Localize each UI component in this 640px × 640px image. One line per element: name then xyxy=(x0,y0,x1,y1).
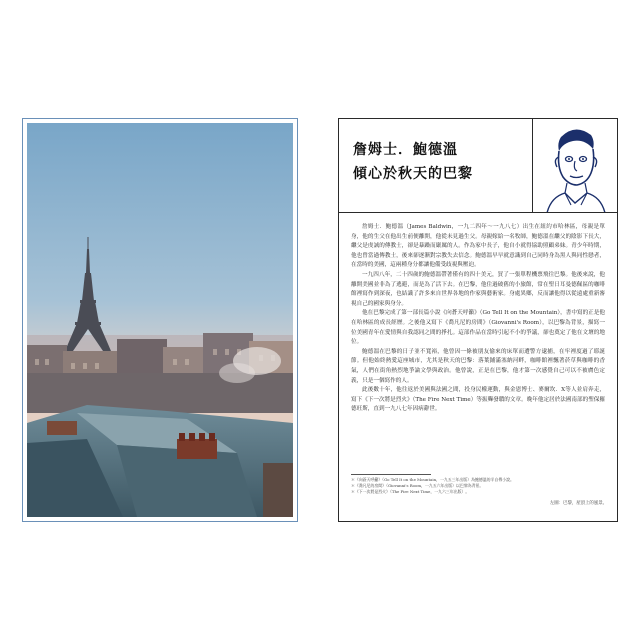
title-line-1: 詹姆士．鮑德溫 xyxy=(353,142,458,158)
footnote-divider xyxy=(351,474,431,475)
footnotes xyxy=(351,477,515,496)
footnote: ＊《向蒼天呼籲》（Go Tell It on the Mountain，一九五三年出版）為鮑德溫的半自傳小說。 xyxy=(351,477,514,482)
body-paragraph: 此後數十年，他往返於美國與法國之間，投身民權運動，與金恩博士、麥爾坎．X等人並肩奔走，寫下《下一次將是烈火》（The Fire Next Time）等振聾發聵的文章。晚年他定居於法國南部的聖保羅德旺斯，直到一九八七年因病辭世。 xyxy=(351,387,605,413)
portrait-box xyxy=(533,119,617,213)
title-line-2: 傾心於秋天的巴黎 xyxy=(353,166,473,182)
text-page xyxy=(338,118,618,522)
photo-frame xyxy=(22,118,298,522)
body-text xyxy=(351,223,605,415)
body-paragraph: 一九四八年，二十四歲的鮑德溫帶著僅有的四十美元，買了一張單程機票飛往巴黎。他後來說，他離開美國並非為了逃避，而是為了活下去。在巴黎，他住過破舊的小旅館，常在聖日耳曼德佩區的咖啡館裡寫作到深夜，也結識了許多來自世界各地的作家與藝術家。身處異鄉，反而讓他得以從遠處重新審視自己的國家與身分。 xyxy=(351,271,605,307)
body-paragraph: 鮑德溫在巴黎的日子並不寬裕，他曾因一條被朋友偷來的床單而遭警方逮捕，在牢裡度過了耶誕節。但他始終熱愛這座城市，尤其是秋天的巴黎：落葉鋪滿塞納河畔，咖啡館裡飄著菸草與咖啡的香氣，人們在街角熱烈地爭論文學與政治。他曾說，正是在巴黎，他才第一次感覺自己可以不被膚色定義，只是一個寫作的人。 xyxy=(351,348,605,384)
title-box xyxy=(339,119,533,213)
body-paragraph: 他在巴黎完成了第一部長篇小說《向蒼天呼籲》（Go Tell It on the Mountain），書中寫的正是他在哈林區的成長經歷。之後他又寫下《喬凡尼的房間》（Giovanni's Room），以巴黎為背景，描寫一位美國青年在愛情與自我認同之間的掙扎。這部作品在當時引起不小的爭議，卻也奠定了他在文壇的地位。 xyxy=(351,310,605,346)
paris-rooftops-photo xyxy=(27,123,293,517)
footnote: ＊《下一次將是烈火》（The Fire Next Time，一九六三年出版）。 xyxy=(351,489,470,495)
photo-caption: 左圖：巴黎，屋頂上的風景。 xyxy=(549,501,607,506)
body-paragraph: 詹姆士．鮑德溫（James Baldwin，一九二四年～一九八七）出生在紐約市哈林區，母親是單身，他的生父在他出生前便離開，他從未見過生父。母親嫁給一名牧師，鮑德溫在繼父的陰影下長大，繼父是虔誠的傳教士，卻是暴躁而嚴厲的人。作為家中長子，他自小就得協助照顧弟妹。青少年時期，他也曾當過傳教士，後來卻逐漸對宗教失去信念。鮑德溫早早就意識到自己同時身為黑人與同性戀者，在當時的美國，這兩種身分都讓他備受歧視與壓迫。 xyxy=(351,224,605,269)
portrait-icon xyxy=(533,119,617,213)
footnote: ＊《喬凡尼的房間》（Giovanni's Room，一九五六年出版）以巴黎為背景。 xyxy=(351,483,484,489)
eiffel-tower-icon xyxy=(27,123,293,517)
